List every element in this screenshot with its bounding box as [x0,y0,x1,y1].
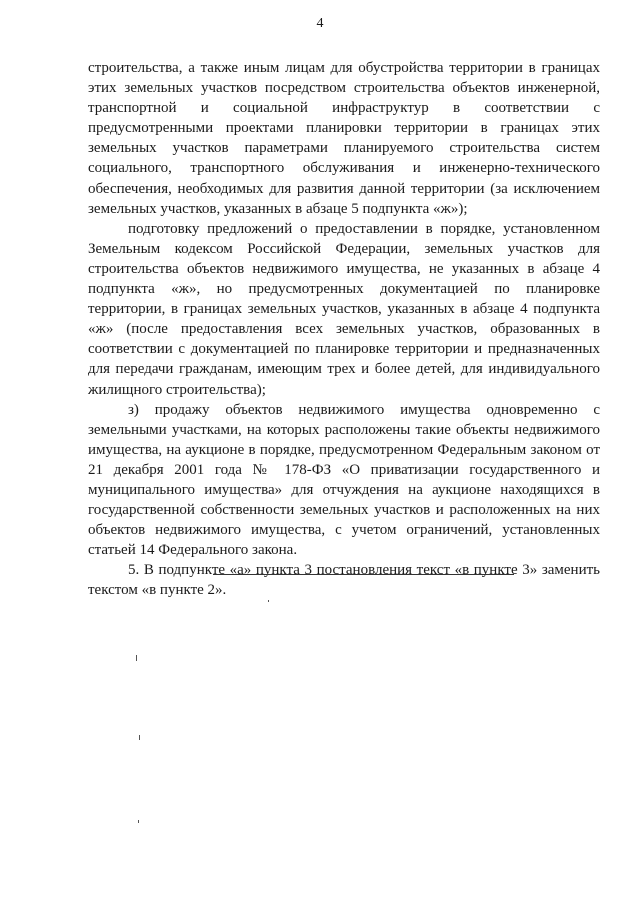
paragraph-item-z: з) продажу объектов недвижимого имущества одновременно с земельными участками, на которых расположены такие объекты недвижимого имущества, на аукционе в порядке, предусмотренном Федеральным законом от 21 декабря 2001 года № 178-ФЗ «О приватизации государственного и муниципального имущества» для отчуждения на аукционе находящихся в государственной собственности земельных участков и расположенных на них объектов недвижимого имущества, с учетом ограничений, установленных статьей 14 Федерального закона. [88,401,600,559]
paragraph-proposals: подготовку предложений о предоставлении в порядке, установленном Земельным кодексом Российской Федерации, земельных участков для строительства объектов недвижимого имущества, не указанных в абзаце 4 подпункта «ж», но предусмотренных документацией по планировке территории, в границах земельных участков, указанных в абзаце 4 подпункта «ж» (после предоставления всех земельных участков, образованных в соответствии с документацией по планировке территории и предназначенных для передачи гражданам, имеющим трех и более детей, для индивидуального жилищного строительства); [88,220,600,398]
end-separator-line [213,574,514,575]
scan-speck [138,820,139,823]
scan-speck [268,600,269,602]
paragraph-continuation: строительства, а также иным лицам для обустройства территории в границах этих земельных участков посредством строительства объектов инженерной, транспортной и социальной инфраструктур в соответствии с предусмотренными проектами планировки территории в границах этих земельных участков параметрами планируемого строительства систем социального, транспортного обслуживания и инженерно-технического обеспечения, необходимых для развития данной территории (за исключением земельных участков, указанных в абзаце 5 подпункта «ж»); [88,60,600,217]
page-number: 4 [316,16,324,31]
scan-speck [136,655,137,661]
paragraph-item-5: 5. В подпункте «а» пункта 3 постановления текст «в пункте 3» заменить текстом «в пункте 2». [88,562,600,599]
scan-speck [139,735,140,740]
document-body [88,58,600,601]
